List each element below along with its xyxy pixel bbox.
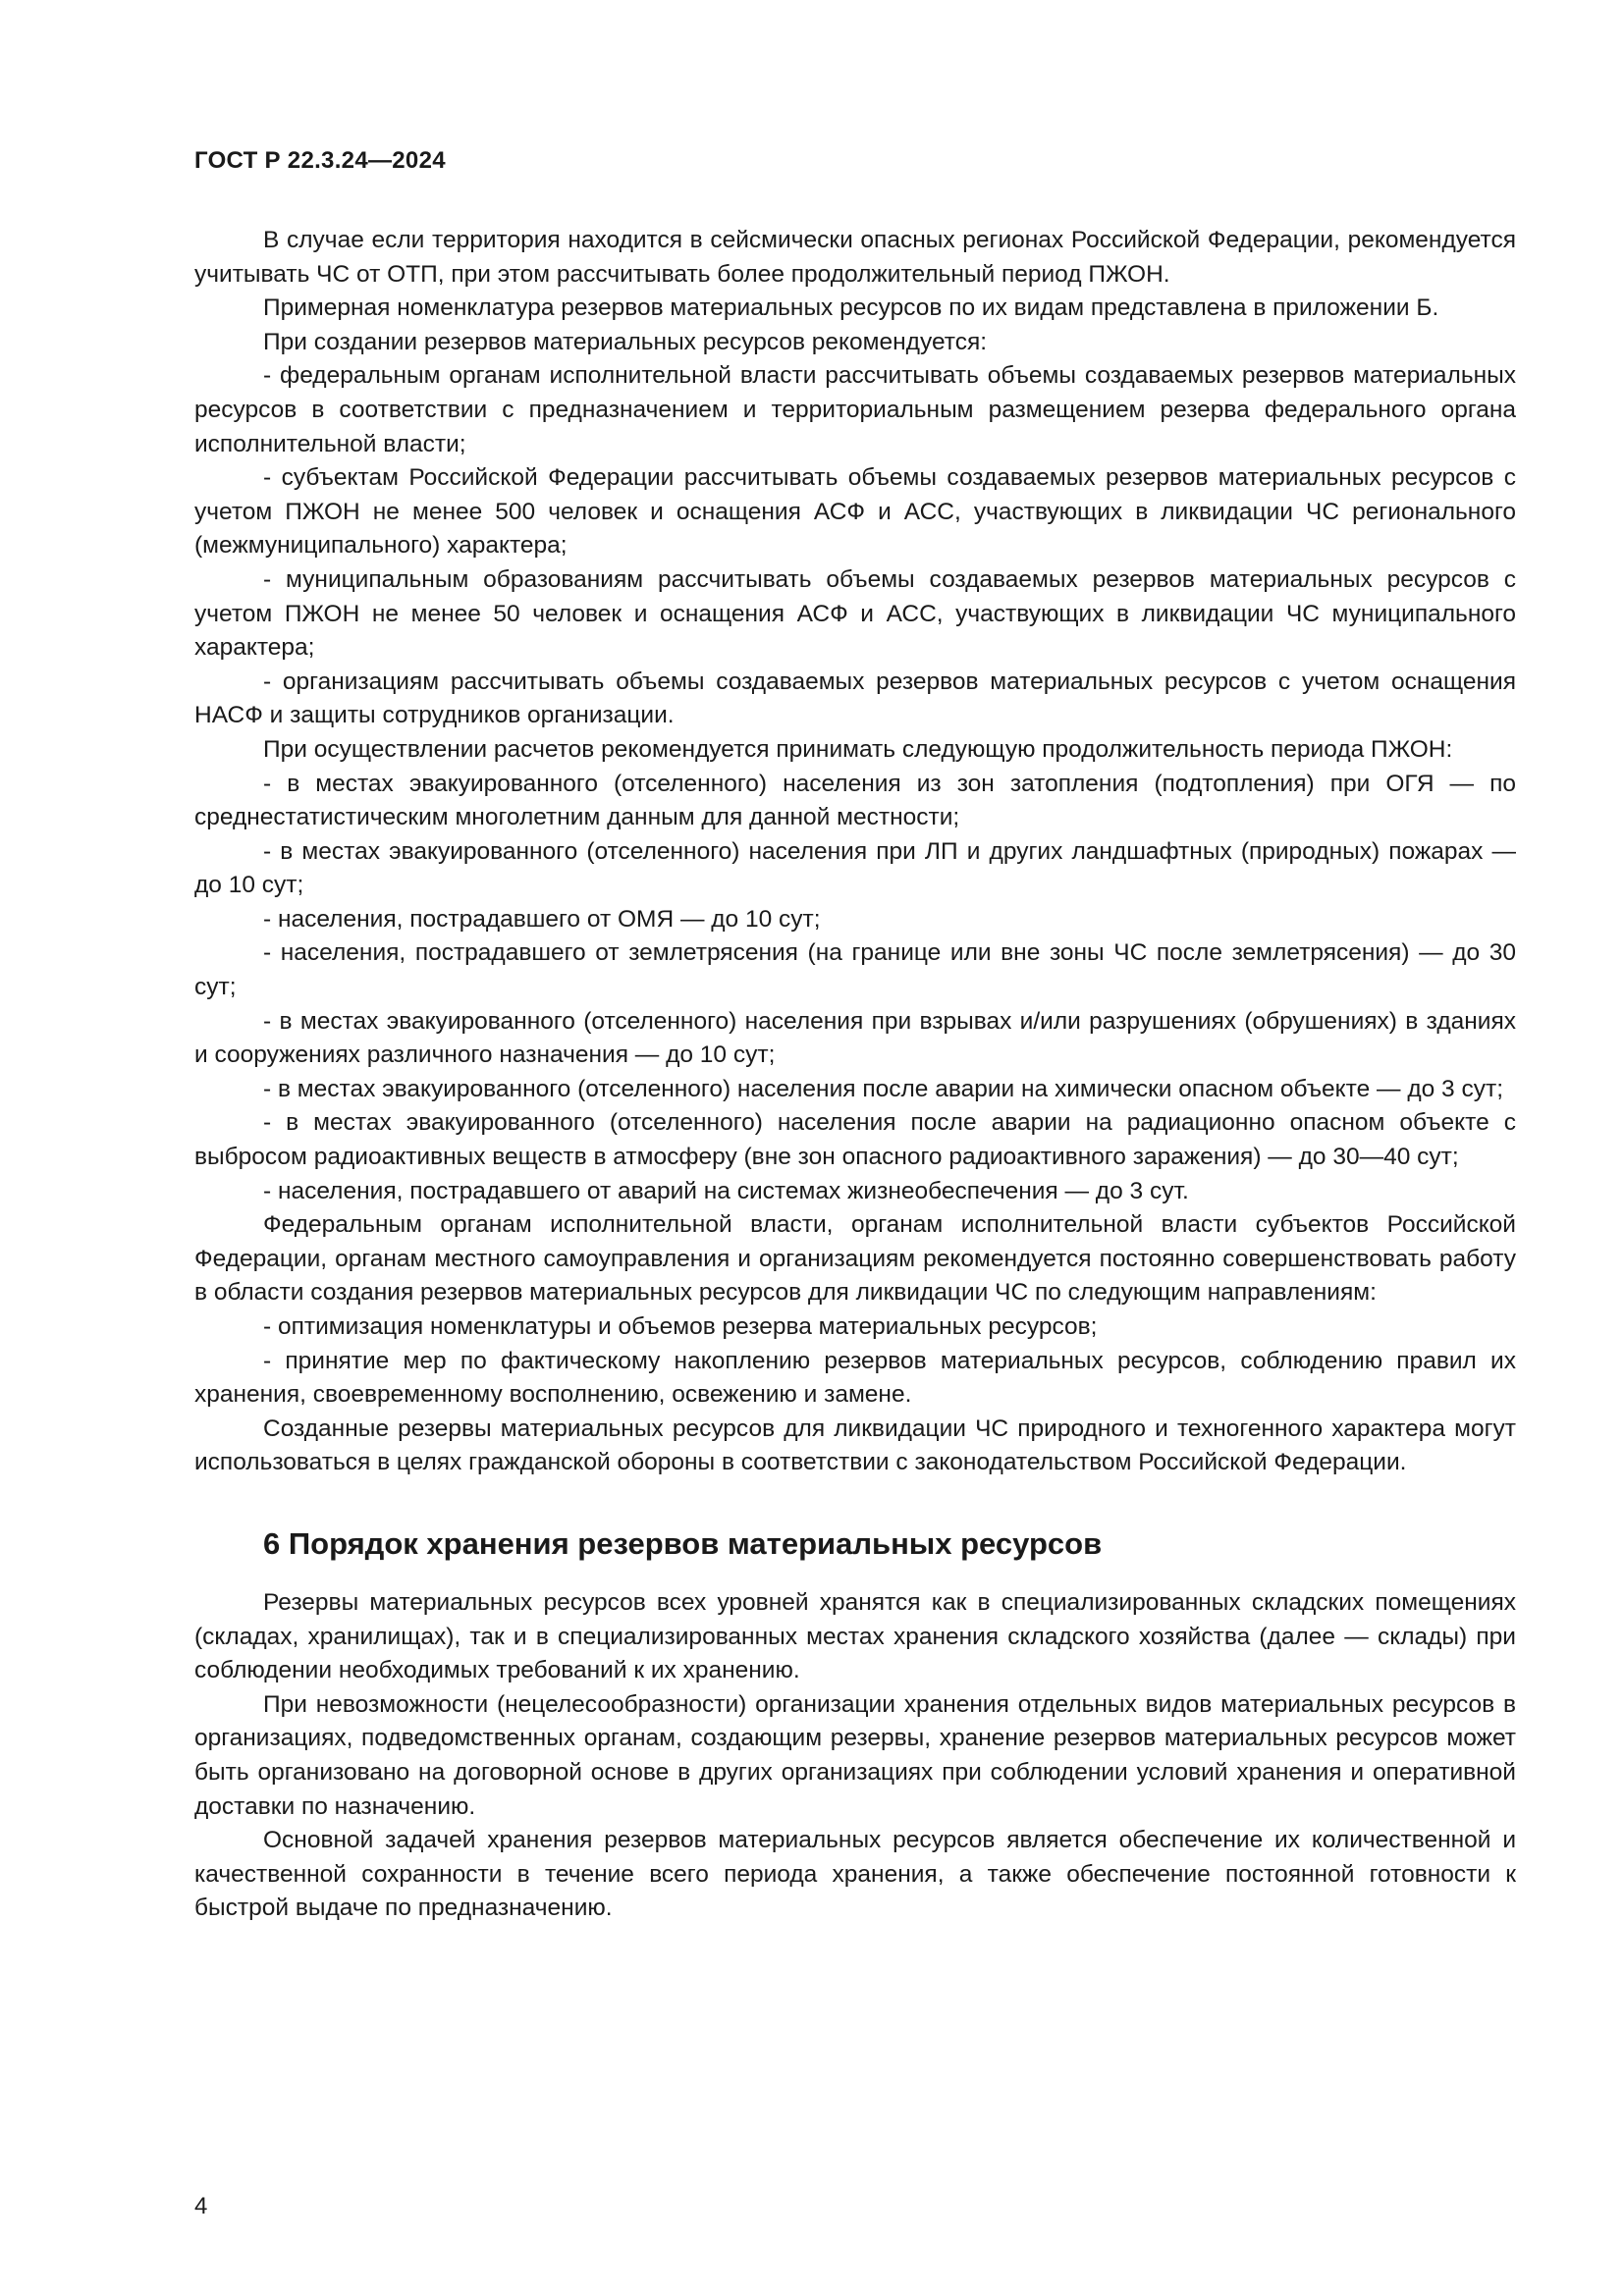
paragraph: В случае если территория находится в сейсмически опасных регионах Российской Федерации, рекомендуется учитывать ЧС от ОТП, при этом рассчитывать более продолжительный период ПЖОН.: [194, 227, 1516, 288]
paragraph: Созданные резервы материальных ресурсов для ликвидации ЧС природного и техногенного характера могут использоваться в целях гражданской обороны в соответствии с законодательством Российской Федерации.: [194, 1415, 1516, 1476]
list-item: - населения, пострадавшего от землетрясения (на границе или вне зоны ЧС после землетрясения) — до 30 сут;: [194, 939, 1516, 1001]
list-item: - в местах эвакуированного (отселенного) населения после аварии на радиационно опасном объекте с выбросом радиоактивных веществ в атмосферу (вне зон опасного радиоактивного заражения) — до 30—40 сут;: [194, 1109, 1516, 1171]
list-item: - населения, пострадавшего от аварий на системах жизнеобеспечения — до 3 сут.: [263, 1177, 1189, 1204]
list-item: - принятие мер по фактическому накоплению резервов материальных ресурсов, соблюдению правил их хранения, своевременному восполнению, освежению и замене.: [194, 1347, 1516, 1409]
list-item: - организациям рассчитывать объемы создаваемых резервов материальных ресурсов с учетом оснащения НАСФ и защиты сотрудников организации.: [194, 667, 1516, 729]
list-item: - в местах эвакуированного (отселенного) населения при ЛП и других ландшафтных (природных) пожарах — до 10 сут;: [194, 837, 1516, 899]
list-item: - в местах эвакуированного (отселенного) населения из зон затопления (подтопления) при ОГЯ — по среднестатистическим многолетним данным для данной местности;: [194, 770, 1516, 831]
paragraph: При создании резервов материальных ресурсов рекомендуется:: [263, 328, 988, 355]
paragraph: Резервы материальных ресурсов всех уровней хранятся как в специализированных складских помещениях (складах, хранилищах), так и в специализированных местах хранения складского хозяйства (далее — склады) при соблюдении необходимых требований к их хранению.: [194, 1588, 1516, 1684]
paragraph: Основной задачей хранения резервов материальных ресурсов является обеспечение их количественной и качественной сохранности в течение всего периода хранения, а также обеспечение постоянной готовности к быстрой выдаче по предназначению.: [194, 1827, 1516, 1922]
list-item: - в местах эвакуированного (отселенного) населения при взрывах и/или разрушениях (обрушениях) в зданиях и сооружениях различного назначения — до 10 сут;: [194, 1007, 1516, 1069]
list-item: - в местах эвакуированного (отселенного) населения после аварии на химически опасном объекте — до 3 сут;: [263, 1075, 1504, 1102]
document-body: [194, 224, 1516, 1926]
list-item: - федеральным органам исполнительной власти рассчитывать объемы создаваемых резервов материальных ресурсов в соответствии с предназначением и территориальным размещением резерва федерального органа исполнительной власти;: [194, 362, 1516, 457]
paragraph: Федеральным органам исполнительной власти, органам исполнительной власти субъектов Российской Федерации, органам местного самоуправления и организациям рекомендуется постоянно совершенствовать работу в области создания резервов материальных ресурсов для ликвидации ЧС по следующим направлениям:: [194, 1211, 1516, 1307]
paragraph: Примерная номенклатура резервов материальных ресурсов по их видам представлена в приложении Б.: [263, 294, 1439, 322]
list-item: - оптимизация номенклатуры и объемов резерва материальных ресурсов;: [263, 1313, 1098, 1340]
list-item: - субъектам Российской Федерации рассчитывать объемы создаваемых резервов материальных ресурсов с учетом ПЖОН не менее 500 человек и оснащения АСФ и АСС, участвующих в ликвидации ЧС регионального (межмуниципального) характера;: [194, 464, 1516, 560]
page-number: 4: [194, 2193, 208, 2219]
document-header: ГОСТ Р 22.3.24—2024: [194, 147, 446, 174]
list-item: - населения, пострадавшего от ОМЯ — до 10 сут;: [263, 905, 821, 933]
paragraph: При невозможности (нецелесообразности) организации хранения отдельных видов материальных ресурсов в организациях, подведомственных органам, создающим резервы, хранение резервов материальных ресурсов может быть организовано на договорной основе в других организациях при соблюдении условий хранения и оперативной доставки по назначению.: [194, 1690, 1516, 1820]
paragraph: При осуществлении расчетов рекомендуется принимать следующую продолжительность периода ПЖОН:: [263, 735, 1453, 763]
list-item: - муниципальным образованиям рассчитывать объемы создаваемых резервов материальных ресурсов с учетом ПЖОН не менее 50 человек и оснащения АСФ и АСС, участвующих в ликвидации ЧС муниципального характера;: [194, 565, 1516, 662]
section-title: 6 Порядок хранения резервов материальных ресурсов: [263, 1525, 1103, 1561]
